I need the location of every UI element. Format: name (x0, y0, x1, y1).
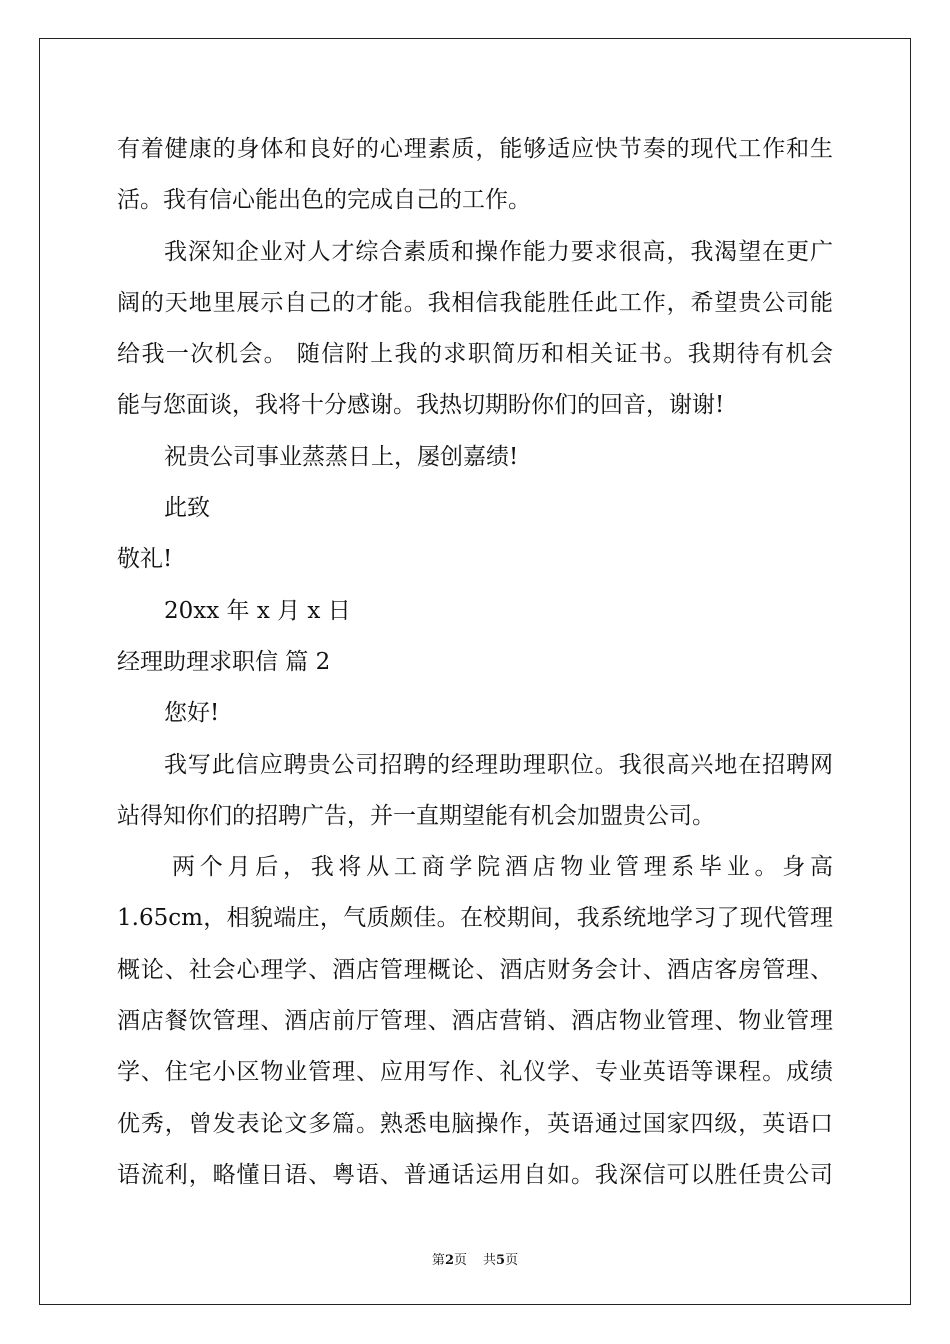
page-suffix: 页 (453, 1253, 467, 1268)
section-heading: 经理助理求职信 篇 2 (117, 648, 331, 675)
current-page-number: 2 (444, 1253, 454, 1268)
greeting-line: 您好! (164, 700, 220, 727)
text-line: 1.65cm，相貌端庄，气质颇佳。在校期间，我系统地学习了现代管理 (117, 905, 833, 932)
document-body (117, 124, 833, 1201)
text-line: 站得知你们的招聘广告，并一直期望能有机会加盟贵公司。 (117, 802, 715, 829)
page-prefix: 第 (431, 1253, 445, 1268)
text-line: 有着健康的身体和良好的心理素质，能够适应快节奏的现代工作和生 (117, 136, 833, 162)
paragraph-start-line: 两个月后，我将从工商学院酒店物业管理系毕业。身高 (172, 854, 833, 881)
paragraph-start-line: 我深知企业对人才综合素质和操作能力要求很高，我渴望在更广 (164, 238, 833, 265)
paragraph-start-line: 我写此信应聘贵公司招聘的经理助理职位。我很高兴地在招聘网 (164, 751, 833, 778)
text-line: 活。我有信心能出色的完成自己的工作。 (117, 187, 531, 214)
closing-line: 此致 (164, 495, 210, 522)
date-line: 20xx 年 x 月 x 日 (164, 597, 351, 624)
text-line: 学、住宅小区物业管理、应用写作、礼仪学、专业英语等课程。成绩 (117, 1059, 833, 1086)
text-line: 酒店餐饮管理、酒店前厅管理、酒店营销、酒店物业管理、物业管理 (117, 1008, 833, 1035)
salutation-line: 敬礼! (117, 546, 173, 573)
total-prefix: 共 (483, 1253, 497, 1268)
text-line: 阔的天地里展示自己的才能。我相信我能胜任此工作，希望贵公司能 (117, 289, 833, 316)
total-page-number: 5 (496, 1253, 506, 1268)
text-line: 能与您面谈，我将十分感谢。我热切期盼你们的回音，谢谢! (117, 392, 725, 419)
text-line: 优秀，曾发表论文多篇。熟悉电脑操作，英语通过国家四级，英语口 (117, 1110, 833, 1137)
text-line: 语流利，略懂日语、粤语、普通话运用自如。我深信可以胜任贵公司 (117, 1161, 833, 1188)
text-line: 概论、社会心理学、酒店管理概论、酒店财务会计、酒店客房管理、 (117, 956, 833, 983)
total-suffix: 页 (505, 1253, 519, 1268)
page-footer (0, 1249, 950, 1268)
wishes-line: 祝贵公司事业蒸蒸日上，屡创嘉绩! (164, 443, 519, 470)
text-line: 给我一次机会。 随信附上我的求职简历和相关证书。我期待有机会 (117, 341, 833, 368)
